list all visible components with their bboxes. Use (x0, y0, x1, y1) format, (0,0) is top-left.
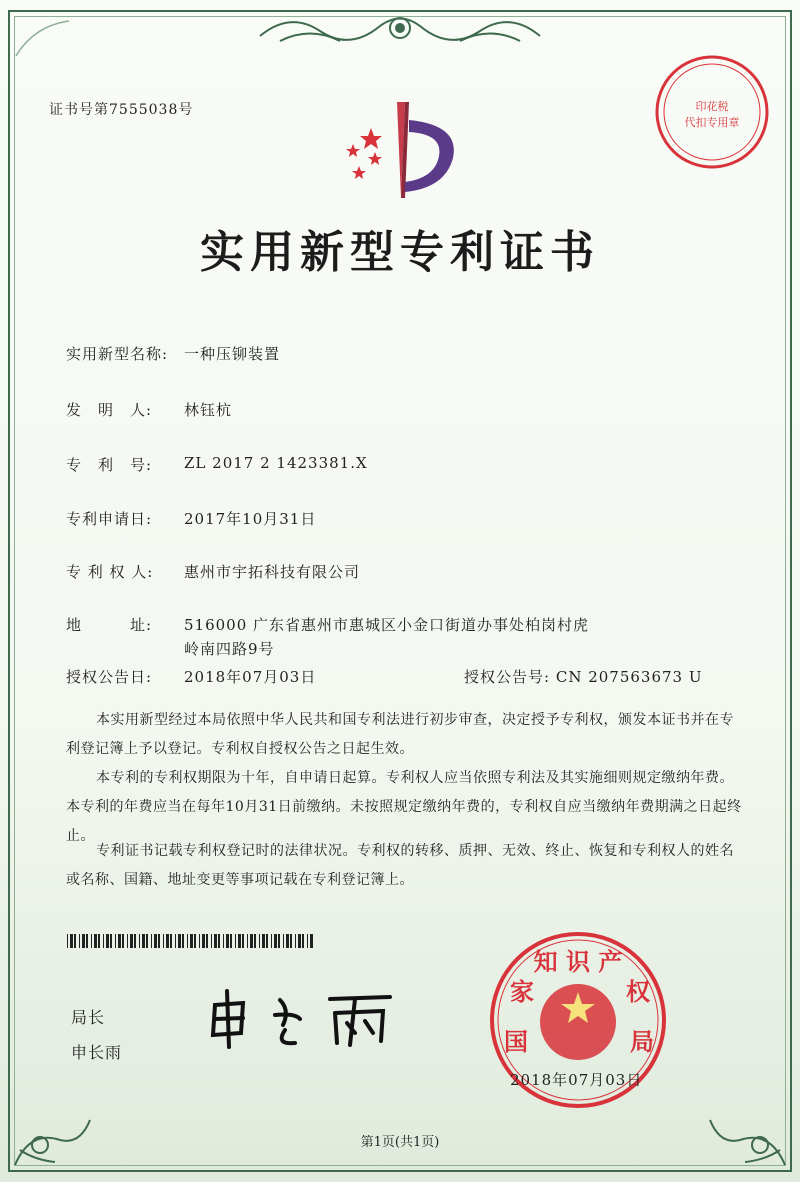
issue-date: 2018年07月03日 (510, 1071, 643, 1089)
field-name (66, 343, 281, 364)
svg-text:家: 家 (510, 978, 534, 1006)
barcode-bar (178, 934, 181, 948)
barcode-bar (187, 934, 188, 948)
barcode-bar (122, 934, 124, 948)
corner-ornament-tl (14, 16, 74, 66)
field-label: 专利申请日: (66, 510, 153, 528)
barcode-bar (283, 934, 284, 948)
barcode-bar (182, 934, 184, 948)
field-value: 一种压铆装置 (184, 345, 281, 363)
field-grant-date (66, 666, 317, 687)
barcode-bar (262, 934, 265, 948)
signature-title: 局长 (71, 1008, 106, 1027)
barcode-bar (254, 934, 256, 948)
svg-text:印花税: 印花税 (695, 100, 729, 113)
barcode-bar (146, 934, 148, 948)
field-patent-no (66, 454, 368, 475)
field-label: 专 利 号: (66, 456, 153, 474)
barcode-bar (298, 934, 301, 948)
barcode-bar (223, 934, 224, 948)
barcode-bar (259, 934, 260, 948)
barcode-bar (206, 934, 208, 948)
barcode-bar (94, 934, 97, 948)
barcode-bar (142, 934, 145, 948)
barcode-bar (235, 934, 236, 948)
paragraph-1: 本实用新型经过本局依照中华人民共和国专利法进行初步审查，决定授予专利权，颁发本证书并在专利登记簿上予以登记。专利权自授权公告之日起生效。 (66, 712, 734, 757)
barcode-bar (103, 934, 104, 948)
field-address (66, 614, 590, 635)
field-value: 2018年07月03日 (184, 668, 317, 686)
paragraph-2: 本专利的专利权期限为十年，自申请日起算。专利权人应当依照专利法及其实施细则规定缴纳年费。本专利的年费应当在每年10月31日前缴纳。未按照规定缴纳年费的，专利权自应当缴纳年费期满之日起终止。 (66, 770, 742, 844)
field-label: 地 址: (66, 616, 153, 634)
field-value: 516000 广东省惠州市惠城区小金口街道办事处柏岗村虎 (184, 616, 590, 634)
svg-text:局: 局 (630, 1028, 654, 1056)
barcode-bar (115, 934, 116, 948)
barcode-bar (226, 934, 229, 948)
field-value: 惠州市宇拓科技有限公司 (184, 563, 361, 581)
paragraph-3: 专利证书记载专利权登记时的法律状况。专利权的转移、质押、无效、终止、恢复和专利权人的姓名或名称、国籍、地址变更等事项记载在专利登记簿上。 (66, 843, 734, 888)
barcode-bar (163, 934, 164, 948)
barcode-bar (98, 934, 100, 948)
field-filing-date (66, 508, 317, 529)
field-label: 实用新型名称: (66, 345, 169, 363)
field-value: 岭南四路9号 (184, 640, 275, 658)
barcode-bar (302, 934, 304, 948)
barcode-bar (310, 934, 313, 948)
field-label: 授权公告号: (464, 668, 551, 686)
barcode-bar (151, 934, 152, 948)
barcode-bar (79, 934, 80, 948)
barcode-bar (74, 934, 76, 948)
barcode-bar (158, 934, 160, 948)
barcode-bar (110, 934, 112, 948)
barcode-bar (274, 934, 277, 948)
barcode-bar (190, 934, 193, 948)
barcode-bar (134, 934, 136, 948)
barcode-bar (91, 934, 92, 948)
barcode-bar (286, 934, 289, 948)
field-label: 专 利 权 人: (66, 563, 154, 581)
barcode-bar (127, 934, 128, 948)
svg-text:知 识 产: 知 识 产 (533, 948, 623, 976)
barcode-bar (199, 934, 200, 948)
barcode-bar (86, 934, 88, 948)
page-number: 第1页(共1页) (360, 1135, 440, 1150)
barcode-bar (130, 934, 133, 948)
barcode-bar (82, 934, 85, 948)
top-ornament (250, 6, 550, 56)
barcode-bar (250, 934, 253, 948)
field-label: 授权公告日: (66, 668, 153, 686)
field-grant-no (464, 666, 703, 687)
barcode-bar (154, 934, 157, 948)
barcode-bar (266, 934, 268, 948)
barcode-bar (307, 934, 308, 948)
barcode-bar (238, 934, 241, 948)
barcode-bar (295, 934, 296, 948)
svg-text:国: 国 (504, 1028, 528, 1056)
svg-text:代扣专用章: 代扣专用章 (684, 116, 740, 129)
barcode-bar (106, 934, 109, 948)
field-value: 2017年10月31日 (184, 510, 317, 528)
barcode-bar (211, 934, 212, 948)
barcode-bar (170, 934, 172, 948)
barcode-bar (278, 934, 280, 948)
barcode-bar (139, 934, 140, 948)
patent-office-logo (335, 100, 465, 200)
tax-seal (652, 52, 772, 172)
barcode-bar (214, 934, 217, 948)
certificate-number: 证书号第7555038号 (49, 102, 194, 118)
barcode-bar (67, 934, 68, 948)
barcode-bar (290, 934, 292, 948)
svg-text:权: 权 (626, 978, 650, 1006)
barcode-bar (242, 934, 244, 948)
field-patentee (66, 561, 361, 582)
field-label: 发 明 人: (66, 401, 153, 419)
barcode-bar (218, 934, 220, 948)
handwritten-signature (205, 985, 405, 1055)
barcode-bar (194, 934, 196, 948)
barcode-bar (166, 934, 169, 948)
field-inventor (66, 399, 233, 420)
barcode-bar (118, 934, 121, 948)
barcode-bar (202, 934, 205, 948)
barcode-bar (175, 934, 176, 948)
field-value: CN 207563673 U (555, 668, 703, 686)
barcode (67, 934, 313, 948)
barcode-bar (70, 934, 73, 948)
barcode-bar (230, 934, 232, 948)
barcode-bar (247, 934, 248, 948)
barcode-bar (271, 934, 272, 948)
signature-name: 申长雨 (71, 1043, 123, 1062)
field-value: 林钰杭 (184, 401, 233, 419)
certificate-title: 实用新型专利证书 (200, 227, 600, 278)
field-value: ZL 2017 2 1423381.X (184, 454, 368, 472)
